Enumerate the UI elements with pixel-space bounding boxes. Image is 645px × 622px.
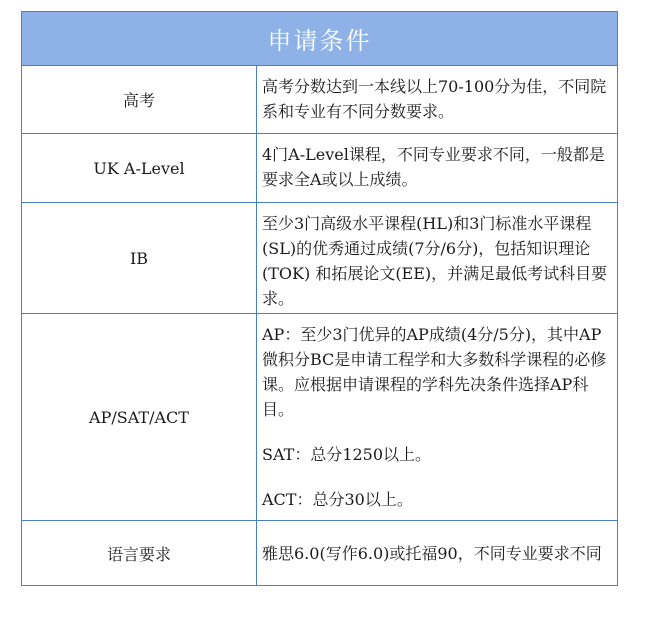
content-paragraph-sat: SAT：总分1250以上。 — [262, 445, 432, 464]
row-content — [257, 66, 617, 133]
row-content — [257, 134, 617, 202]
table-title: 申请条件 — [267, 27, 372, 55]
content-paragraph: 至少3门高级水平课程(HL)和3门标准水平课程(SL)的优秀通过成绩(7分/6分)，包括知识理论(TOK) 和拓展论文(EE)，并满足最低考试科目要求。 — [262, 214, 608, 308]
content-paragraph: 高考分数达到一本线以上70-100分为佳，不同院系和专业有不同分数要求。 — [262, 77, 607, 121]
row-label: AP/SAT/ACT — [22, 314, 257, 520]
row-label: 高考 — [22, 66, 257, 133]
row-label: 语言要求 — [22, 521, 257, 585]
table-row-gaokao — [22, 66, 617, 134]
table-row-language — [22, 521, 617, 585]
row-label: UK A-Level — [22, 134, 257, 202]
row-content — [257, 314, 617, 520]
row-content — [257, 521, 617, 585]
table-row-ib — [22, 203, 617, 314]
row-label: IB — [22, 203, 257, 313]
content-paragraph: 4门A-Level课程，不同专业要求不同，一般都是要求全A或以上成绩。 — [262, 145, 605, 189]
content-paragraph-act: ACT：总分30以上。 — [262, 490, 413, 509]
content-paragraph: 雅思6.0(写作6.0)或托福90，不同专业要求不同 — [262, 543, 602, 563]
table-row-ap-sat-act — [22, 314, 617, 521]
table-row-a-level — [22, 134, 617, 203]
table-title-bar — [22, 12, 617, 66]
content-paragraph-ap: AP：至少3门优异的AP成绩(4分/5分)，其中AP微积分BC是申请工程学和大多数科学课程的必修课。应根据申请课程的学科先决条件选择AP科目。 — [262, 325, 607, 419]
requirements-table — [21, 11, 618, 586]
row-content — [257, 203, 617, 313]
